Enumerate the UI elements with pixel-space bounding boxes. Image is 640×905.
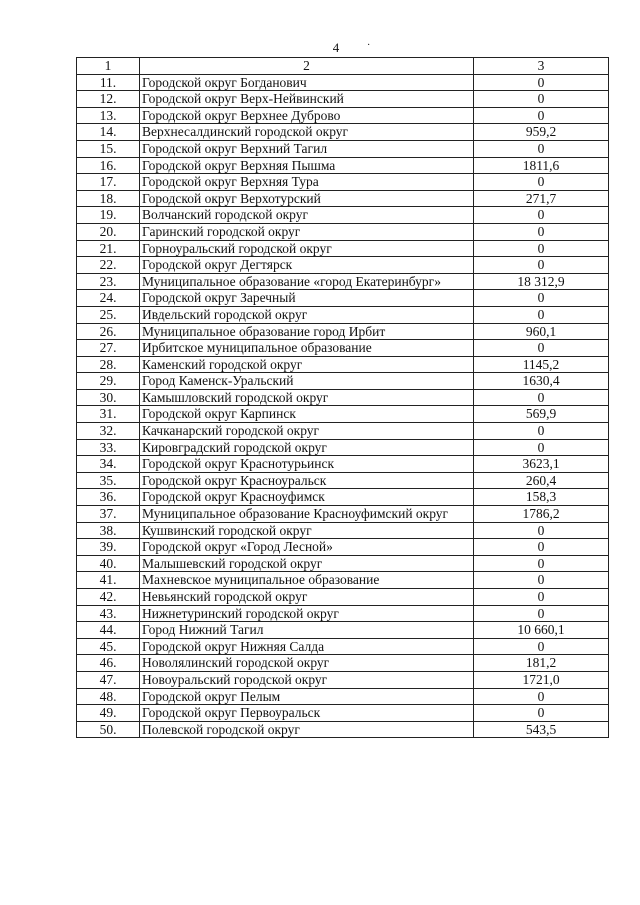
row-number: 49.	[77, 705, 140, 722]
row-number: 15.	[77, 140, 140, 157]
row-number: 50.	[77, 721, 140, 738]
row-number: 38.	[77, 522, 140, 539]
row-number: 31.	[77, 406, 140, 423]
row-value: 0	[474, 91, 609, 108]
header-col-2: 2	[140, 58, 474, 75]
table-row	[77, 456, 609, 473]
table-row	[77, 522, 609, 539]
row-value: 18 312,9	[474, 273, 609, 290]
table-row	[77, 306, 609, 323]
table-row	[77, 555, 609, 572]
table-row	[77, 389, 609, 406]
municipality-name: Городской округ Нижняя Салда	[140, 638, 474, 655]
municipality-name: Городской округ Богданович	[140, 74, 474, 91]
row-number: 12.	[77, 91, 140, 108]
municipality-name: Муниципальное образование Красноуфимский округ	[140, 506, 474, 523]
table-row	[77, 323, 609, 340]
row-number: 32.	[77, 423, 140, 440]
table-row	[77, 240, 609, 257]
table-row	[77, 257, 609, 274]
table-row	[77, 157, 609, 174]
row-value: 0	[474, 257, 609, 274]
municipality-name: Городской округ Заречный	[140, 290, 474, 307]
municipality-name: Муниципальное образование «город Екатеринбург»	[140, 273, 474, 290]
table-row	[77, 107, 609, 124]
row-value: 158,3	[474, 489, 609, 506]
row-value: 1786,2	[474, 506, 609, 523]
row-value: 1721,0	[474, 671, 609, 688]
row-number: 35.	[77, 472, 140, 489]
row-value: 1145,2	[474, 356, 609, 373]
municipality-name: Городской округ Красноуральск	[140, 472, 474, 489]
table-row	[77, 622, 609, 639]
municipality-name: Ирбитское муниципальное образование	[140, 340, 474, 357]
row-value: 0	[474, 207, 609, 224]
row-value: 10 660,1	[474, 622, 609, 639]
municipality-name: Кировградский городской округ	[140, 439, 474, 456]
row-value: 0	[474, 423, 609, 440]
municipality-name: Горноуральский городской округ	[140, 240, 474, 257]
municipality-name: Городской округ Верхнее Дуброво	[140, 107, 474, 124]
row-value: 0	[474, 290, 609, 307]
table-row	[77, 174, 609, 191]
row-number: 14.	[77, 124, 140, 141]
header-col-1: 1	[77, 58, 140, 75]
row-value: 0	[474, 174, 609, 191]
table-row	[77, 572, 609, 589]
row-value: 0	[474, 688, 609, 705]
table-row	[77, 721, 609, 738]
row-value: 0	[474, 555, 609, 572]
row-number: 46.	[77, 655, 140, 672]
table-row	[77, 439, 609, 456]
table-row	[77, 489, 609, 506]
municipality-name: Качканарский городской округ	[140, 423, 474, 440]
row-number: 40.	[77, 555, 140, 572]
row-number: 28.	[77, 356, 140, 373]
row-number: 20.	[77, 223, 140, 240]
row-number: 33.	[77, 439, 140, 456]
row-number: 24.	[77, 290, 140, 307]
municipality-name: Кушвинский городской округ	[140, 522, 474, 539]
table-row	[77, 506, 609, 523]
row-value: 0	[474, 638, 609, 655]
row-value: 0	[474, 306, 609, 323]
row-number: 11.	[77, 74, 140, 91]
municipality-name: Гаринский городской округ	[140, 223, 474, 240]
row-value: 0	[474, 223, 609, 240]
table-row	[77, 638, 609, 655]
table-row	[77, 356, 609, 373]
row-value: 543,5	[474, 721, 609, 738]
municipality-name: Город Каменск-Уральский	[140, 373, 474, 390]
municipality-name: Невьянский городской округ	[140, 589, 474, 606]
table-row	[77, 423, 609, 440]
row-value: 0	[474, 439, 609, 456]
row-value: 569,9	[474, 406, 609, 423]
row-number: 16.	[77, 157, 140, 174]
row-value: 0	[474, 74, 609, 91]
row-value: 1811,6	[474, 157, 609, 174]
table-row	[77, 273, 609, 290]
municipality-name: Городской округ Красноуфимск	[140, 489, 474, 506]
table-row	[77, 373, 609, 390]
row-number: 42.	[77, 589, 140, 606]
table-row	[77, 705, 609, 722]
municipality-name: Городской округ Краснотурьинск	[140, 456, 474, 473]
header-col-3: 3	[474, 58, 609, 75]
table-row	[77, 605, 609, 622]
row-value: 0	[474, 705, 609, 722]
page-number: 4	[332, 40, 340, 55]
table-row	[77, 290, 609, 307]
municipality-name: Городской округ Дегтярск	[140, 257, 474, 274]
header-row	[77, 58, 609, 75]
row-number: 21.	[77, 240, 140, 257]
table-row	[77, 124, 609, 141]
row-number: 29.	[77, 373, 140, 390]
row-value: 959,2	[474, 124, 609, 141]
municipality-name: Городской округ Верхотурский	[140, 190, 474, 207]
municipality-name: Каменский городской округ	[140, 356, 474, 373]
row-value: 0	[474, 605, 609, 622]
row-number: 43.	[77, 605, 140, 622]
municipality-name: Городской округ Верхняя Пышма	[140, 157, 474, 174]
table-row	[77, 190, 609, 207]
row-value: 0	[474, 539, 609, 556]
row-value: 0	[474, 389, 609, 406]
municipality-name: Город Нижний Тагил	[140, 622, 474, 639]
table-row	[77, 655, 609, 672]
table-row	[77, 91, 609, 108]
municipality-name: Махневское муниципальное образование	[140, 572, 474, 589]
row-number: 39.	[77, 539, 140, 556]
row-number: 17.	[77, 174, 140, 191]
municipality-name: Городской округ «Город Лесной»	[140, 539, 474, 556]
municipality-name: Камышловский городской округ	[140, 389, 474, 406]
row-number: 48.	[77, 688, 140, 705]
row-value: 0	[474, 107, 609, 124]
row-number: 19.	[77, 207, 140, 224]
row-number: 45.	[77, 638, 140, 655]
row-number: 18.	[77, 190, 140, 207]
municipality-name: Полевской городской округ	[140, 721, 474, 738]
table-row	[77, 671, 609, 688]
municipality-name: Новоуральский городской округ	[140, 671, 474, 688]
row-value: 0	[474, 522, 609, 539]
row-value: 960,1	[474, 323, 609, 340]
row-value: 0	[474, 240, 609, 257]
table-row	[77, 340, 609, 357]
municipality-name: Городской округ Первоуральск	[140, 705, 474, 722]
row-value: 260,4	[474, 472, 609, 489]
table-row	[77, 207, 609, 224]
row-number: 41.	[77, 572, 140, 589]
row-value: 3623,1	[474, 456, 609, 473]
table-row	[77, 539, 609, 556]
row-value: 181,2	[474, 655, 609, 672]
municipality-name: Городской округ Пелым	[140, 688, 474, 705]
row-value: 0	[474, 572, 609, 589]
row-number: 34.	[77, 456, 140, 473]
row-number: 23.	[77, 273, 140, 290]
row-number: 47.	[77, 671, 140, 688]
municipality-name: Муниципальное образование город Ирбит	[140, 323, 474, 340]
table-row	[77, 74, 609, 91]
row-number: 27.	[77, 340, 140, 357]
table-row	[77, 223, 609, 240]
municipality-name: Нижнетуринский городской округ	[140, 605, 474, 622]
municipality-name: Городской округ Верх-Нейвинский	[140, 91, 474, 108]
row-value: 271,7	[474, 190, 609, 207]
municipality-name: Новолялинский городской округ	[140, 655, 474, 672]
page-mark: ·	[367, 40, 371, 51]
row-number: 13.	[77, 107, 140, 124]
table-row	[77, 688, 609, 705]
row-number: 22.	[77, 257, 140, 274]
row-number: 25.	[77, 306, 140, 323]
row-value: 1630,4	[474, 373, 609, 390]
table-row	[77, 140, 609, 157]
row-value: 0	[474, 340, 609, 357]
table-row	[77, 589, 609, 606]
municipality-name: Верхнесалдинский городской округ	[140, 124, 474, 141]
row-number: 44.	[77, 622, 140, 639]
row-number: 36.	[77, 489, 140, 506]
municipality-name: Городской округ Верхняя Тура	[140, 174, 474, 191]
row-number: 30.	[77, 389, 140, 406]
municipality-name: Ивдельский городской округ	[140, 306, 474, 323]
municipal-table	[76, 57, 609, 738]
row-value: 0	[474, 589, 609, 606]
municipality-name: Городской округ Верхний Тагил	[140, 140, 474, 157]
row-number: 37.	[77, 506, 140, 523]
municipality-name: Малышевский городской округ	[140, 555, 474, 572]
row-number: 26.	[77, 323, 140, 340]
table-row	[77, 472, 609, 489]
municipality-name: Волчанский городской округ	[140, 207, 474, 224]
table-row	[77, 406, 609, 423]
municipality-name: Городской округ Карпинск	[140, 406, 474, 423]
row-value: 0	[474, 140, 609, 157]
